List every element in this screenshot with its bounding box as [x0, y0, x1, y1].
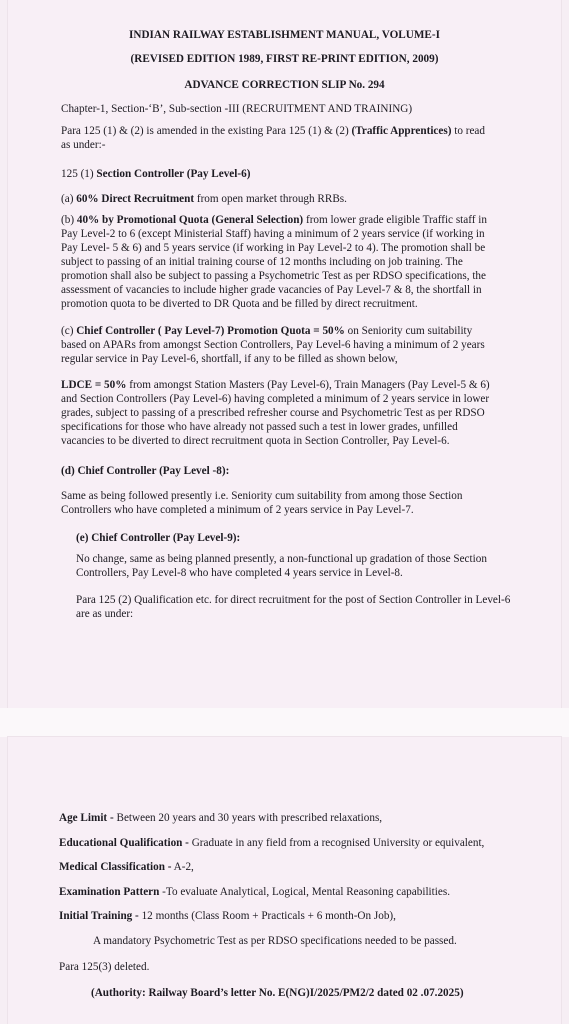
- ldce-line-1: LDCE = 50% from amongst Station Masters (Pay Level-6), Train Managers (Pay Level-5 & 6): [61, 379, 490, 391]
- para-c-line-1: (c) Chief Controller ( Pay Level-7) Promotion Quota = 50% on Seniority cum suitability: [61, 325, 473, 337]
- intro-line-1: Para 125 (1) & (2) is amended in the existing Para 125 (1) & (2) (Traffic Apprentices) to read: [61, 125, 485, 137]
- psychometric-note: A mandatory Psychometric Test as per RDSO specifications needed to be passed.: [93, 935, 457, 947]
- educational-qualification: Educational Qualification - Graduate in any field from a recognised University or equivalent,: [59, 837, 485, 849]
- para-b-line-7: promotion quota to be diverted to DR Quota and be filled by direct recruitment.: [61, 298, 418, 310]
- para-a: (a) 60% Direct Recruitment from open market through RRBs.: [61, 193, 347, 205]
- para-e-line-2: Controllers, Pay Level-8 who have completed 4 years service in Level-8.: [76, 567, 403, 579]
- age-limit: Age Limit - Between 20 years and 30 years with prescribed relaxations,: [59, 812, 383, 824]
- para-2-line-1: Para 125 (2) Qualification etc. for direct recruitment for the post of Section Controller in Level-6: [76, 594, 511, 606]
- edition-line: (REVISED EDITION 1989, FIRST RE-PRINT EDITION, 2009): [130, 53, 439, 65]
- para-b-line-4: subject to passing of an initial training course of 12 months including on job training. The: [61, 256, 463, 268]
- para-3-deleted: Para 125(3) deleted.: [59, 961, 150, 973]
- document-page-2: [8, 737, 561, 1024]
- para-e-heading: (e) Chief Controller (Pay Level-9):: [76, 532, 241, 544]
- para-d-line-2: Controllers who have completed a minimum of 2 years service in Pay Level-7.: [61, 504, 414, 516]
- ldce-line-2: and Section Controllers (Pay Level-6) having completed a minimum of 2 years service in lower: [61, 393, 490, 405]
- para-d-heading: (d) Chief Controller (Pay Level -8):: [61, 465, 230, 477]
- authority-line: (Authority: Railway Board’s letter No. E(NG)I/2025/PM2/2 dated 02 .07.2025): [91, 987, 464, 999]
- manual-title: INDIAN RAILWAY ESTABLISHMENT MANUAL, VOLUME-I: [129, 29, 440, 41]
- para-b-line-5: promotion shall also be subject to passing a Psychometric Test as per RDSO specifications, the: [61, 270, 486, 282]
- para-b-line-1: (b) 40% by Promotional Quota (General Selection) from lower grade eligible Traffic staff in: [61, 214, 487, 226]
- para-d-line-1: Same as being followed presently i.e. Seniority cum suitability from among those Section: [61, 490, 463, 502]
- ldce-line-5: vacancies to be diverted to direct recruitment quota in Section Controller, Pay Level-6.: [61, 435, 450, 447]
- correction-slip-title: ADVANCE CORRECTION SLIP No. 294: [184, 79, 385, 91]
- section-heading: 125 (1) Section Controller (Pay Level-6): [61, 168, 251, 180]
- intro-line-2: as under:-: [61, 139, 106, 151]
- para-b-line-6: assessment of vacancies to include higher grade vacancies of Pay Level-7 & 8, the shortfall in: [61, 284, 482, 296]
- para-c-line-2: based on APARs from amongst Section Controllers, Pay Level-6 having a minimum of 2 years: [61, 339, 485, 351]
- para-e-line-1: No change, same as being planned presently, a non-functional up gradation of those Section: [76, 553, 487, 565]
- document-page-1: [8, 0, 561, 708]
- ldce-line-3: grades, subject to passing of a prescribed refresher course and Psychometric Test as per RDSO: [61, 407, 485, 419]
- para-b-line-2: Pay Level-2 to 6 (except Ministerial Staff) having a minimum of 2 years service (if working in: [61, 228, 485, 240]
- para-c-line-3: regular service in Pay Level-6, shortfall, if any to be filled as shown below,: [61, 353, 398, 365]
- ldce-line-4: specifications for those who have already not passed such a test in lower grades, unfilled: [61, 421, 458, 433]
- para-b-line-3: Pay Level- 5 & 6) and 5 years service (if working in Pay Level-2 to 4). The promotion shall be: [61, 242, 486, 254]
- initial-training: Initial Training - 12 months (Class Room + Practicals + 6 month-On Job),: [59, 910, 396, 922]
- chapter-line: Chapter-1, Section-‘B’, Sub-section -III (RECRUITMENT AND TRAINING): [61, 103, 413, 115]
- examination-pattern: Examination Pattern -To evaluate Analytical, Logical, Mental Reasoning capabilities.: [59, 886, 450, 898]
- medical-classification: Medical Classification - A-2,: [59, 861, 194, 873]
- para-2-line-2: are as under:: [76, 608, 134, 620]
- page-gap: [0, 708, 569, 737]
